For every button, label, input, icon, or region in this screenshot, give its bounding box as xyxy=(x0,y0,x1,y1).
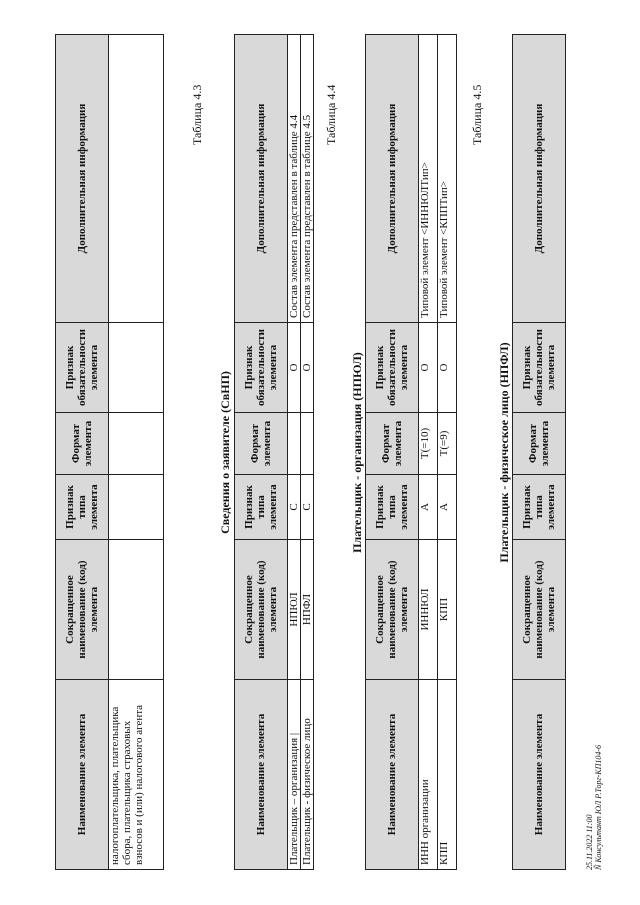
cell-info: Состав элемента представлен в таблице 4.5 xyxy=(301,35,314,323)
col-header-code: Сокращенное наименование (код) элемента xyxy=(235,540,288,680)
col-header-required: Признак обязательности элемента xyxy=(513,323,566,413)
cell-required: О xyxy=(419,323,438,413)
prev-table xyxy=(55,34,164,870)
table-4-4-title: Плательщик - организация (НПЮЛ) xyxy=(350,352,364,553)
cell-name: КПП xyxy=(438,680,457,870)
col-header-code: Сокращенное наименование (код) элемента xyxy=(513,540,566,680)
col-header-format: Формат элемента xyxy=(366,413,419,475)
table-4-4-wrapper xyxy=(365,34,457,870)
col-header-name: Наименование элемента xyxy=(56,680,109,870)
cell-type: С xyxy=(301,475,314,540)
footer-source: Ñ Консультант ЮЛ Р.Торг-КП104-6 xyxy=(594,744,603,870)
cell-info xyxy=(109,35,164,323)
cell-format: T(=10) xyxy=(419,413,438,475)
cell-required xyxy=(109,323,164,413)
cell-required: О xyxy=(288,323,301,413)
table-4-3-caption: Таблица 4.3 xyxy=(190,84,204,145)
table-4-4 xyxy=(365,34,457,870)
cell-format xyxy=(288,413,301,475)
col-header-required: Признак обязательности элемента xyxy=(235,323,288,413)
col-header-info: Дополнительная информация xyxy=(513,35,566,323)
cell-info: Состав элемента представлен в таблице 4.4 xyxy=(288,35,301,323)
cell-name: Плательщик - физическое лицо xyxy=(301,680,314,870)
cell-type: С xyxy=(288,475,301,540)
cell-required: О xyxy=(301,323,314,413)
cell-code: КПП xyxy=(438,540,457,680)
prev-table-wrapper xyxy=(55,34,164,870)
col-header-name: Наименование элемента xyxy=(513,680,566,870)
cell-code: НПФЛ xyxy=(301,540,314,680)
cell-format: T(=9) xyxy=(438,413,457,475)
col-header-type: Признак типа элемента xyxy=(56,475,109,540)
col-header-format: Формат элемента xyxy=(513,413,566,475)
cell-info: Типовой элемент <КППТип> xyxy=(438,35,457,323)
cell-type: А xyxy=(419,475,438,540)
cell-code xyxy=(109,540,164,680)
table-row xyxy=(288,35,301,870)
col-header-code: Сокращенное наименование (код) элемента xyxy=(56,540,109,680)
col-header-format: Формат элемента xyxy=(56,413,109,475)
cell-code: НПЮЛ xyxy=(288,540,301,680)
table-4-3-title: Сведения о заявителе (СвНП) xyxy=(218,371,232,534)
cell-name: ИНН организации xyxy=(419,680,438,870)
col-header-required: Признак обязательности элемента xyxy=(56,323,109,413)
cell-required: О xyxy=(438,323,457,413)
table-row xyxy=(438,35,457,870)
col-header-code: Сокращенное наименование (код) элемента xyxy=(366,540,419,680)
table-4-5 xyxy=(512,34,566,870)
col-header-required: Признак обязательности элемента xyxy=(366,323,419,413)
table-row xyxy=(301,35,314,870)
col-header-type: Признак типа элемента xyxy=(235,475,288,540)
footer-stamp xyxy=(585,745,603,870)
table-4-4-caption: Таблица 4.4 xyxy=(324,84,338,145)
cell-info: Типовой элемент <ИННЮЛТип> xyxy=(419,35,438,323)
col-header-type: Признак типа элемента xyxy=(513,475,566,540)
table-4-5-title: Плательщик - физическое лицо (НПФЛ) xyxy=(497,342,511,563)
cell-type xyxy=(109,475,164,540)
table-row xyxy=(109,35,164,870)
cell-code: ИННЮЛ xyxy=(419,540,438,680)
table-row xyxy=(419,35,438,870)
table-4-5-caption: Таблица 4.5 xyxy=(470,84,484,145)
col-header-info: Дополнительная информация xyxy=(56,35,109,323)
col-header-name: Наименование элемента xyxy=(235,680,288,870)
table-4-3-wrapper xyxy=(234,34,314,870)
cell-name: Плательщик – организация | xyxy=(288,680,301,870)
cell-format xyxy=(109,413,164,475)
col-header-info: Дополнительная информация xyxy=(235,35,288,323)
col-header-type: Признак типа элемента xyxy=(366,475,419,540)
table-4-5-wrapper xyxy=(512,34,566,870)
col-header-info: Дополнительная информация xyxy=(366,35,419,323)
col-header-format: Формат элемента xyxy=(235,413,288,475)
cell-name: налогоплательщика, плательщика сбора, плательщика страховых взносов и (или) налогового агента xyxy=(109,680,164,870)
table-4-3 xyxy=(234,34,314,870)
footer-timestamp: 25.11.2022 11:00 xyxy=(585,814,594,870)
col-header-name: Наименование элемента xyxy=(366,680,419,870)
cell-type: А xyxy=(438,475,457,540)
cell-format xyxy=(301,413,314,475)
